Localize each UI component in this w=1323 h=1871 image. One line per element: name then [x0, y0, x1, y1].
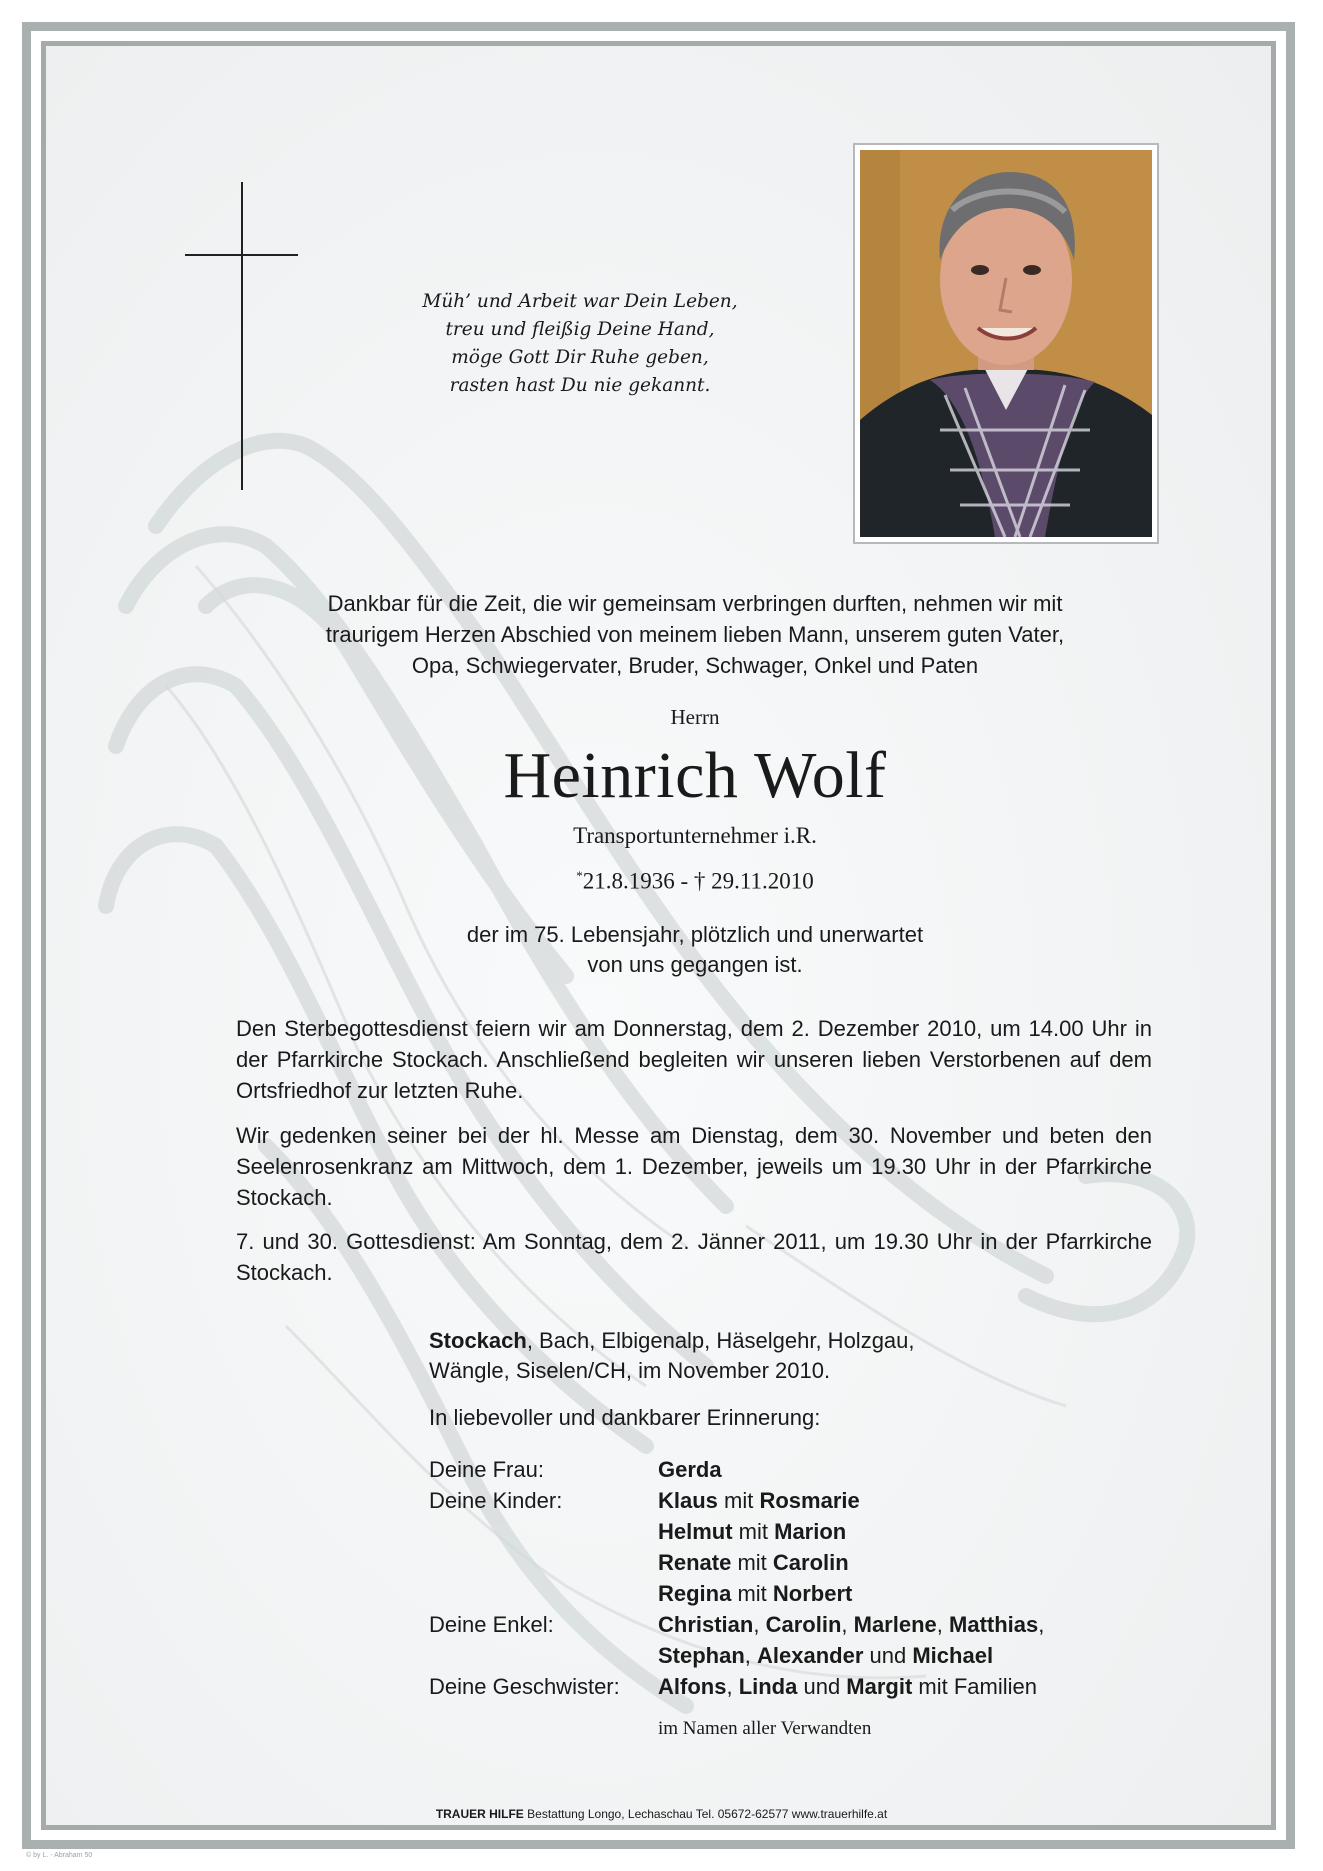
conj: und	[863, 1643, 913, 1668]
comma: ,	[841, 1612, 854, 1637]
grandchild-name: Christian	[658, 1612, 754, 1637]
grandchild-name: Stephan	[658, 1643, 745, 1668]
poem-line: rasten hast Du nie gekannt.	[449, 375, 711, 396]
partner-name: Carolin	[772, 1550, 849, 1575]
siblings-row	[658, 1674, 1037, 1700]
portrait-illustration	[860, 150, 1152, 537]
intro-line: Dankbar für die Zeit, die wir gemeinsam verbringen durften, nehmen wir mit	[327, 591, 1063, 616]
comma: ,	[936, 1612, 950, 1637]
conj: mit	[731, 1581, 773, 1606]
date-separator: -	[674, 868, 694, 894]
portrait-photo	[860, 150, 1152, 537]
place-bold: Stockach	[429, 1328, 527, 1353]
place-line2: Wängle, Siselen/CH, im November 2010.	[429, 1358, 831, 1383]
wife-name	[658, 1457, 722, 1483]
grandchild-name: Carolin	[765, 1612, 842, 1637]
age-line: der im 75. Lebensjahr, plötzlich und unerwartet	[466, 922, 924, 947]
copyright: © by L. - Abraham 50	[26, 1852, 93, 1859]
child-name: Klaus	[658, 1488, 718, 1513]
child-row	[658, 1519, 846, 1545]
partner-name: Marion	[774, 1519, 847, 1544]
salutation: Herrn	[670, 705, 720, 729]
siblings-label: Deine Geschwister:	[429, 1674, 620, 1699]
grandchildren-row2	[658, 1643, 993, 1669]
cross-vertical	[241, 182, 243, 490]
child-row	[658, 1581, 852, 1607]
deceased-name: Heinrich Wolf	[503, 739, 887, 812]
poem	[380, 288, 780, 400]
poem-line: Müh’ und Arbeit war Dein Leben,	[422, 291, 738, 312]
comma: ,	[753, 1612, 766, 1637]
birth-symbol: *	[576, 868, 583, 883]
siblings-tail: mit Familien	[912, 1674, 1037, 1699]
age-line: von uns gegangen ist.	[587, 952, 803, 977]
death-date: † 29.11.2010	[693, 868, 814, 894]
life-dates	[400, 868, 990, 895]
grandchild-name: Michael	[912, 1643, 994, 1668]
conj: und	[797, 1674, 847, 1699]
memorial-service-paragraph: 7. und 30. Gottesdienst: Am Sonntag, dem 2. Jänner 2011, um 19.30 Uhr in der Pfarrkirche Stockach.	[236, 1229, 1152, 1285]
sibling-name: Margit	[846, 1674, 913, 1699]
sibling-name: Alfons	[658, 1674, 727, 1699]
sibling-name: Linda	[738, 1674, 798, 1699]
comma: ,	[744, 1643, 758, 1668]
behalf-line: im Namen aller Verwandten	[658, 1718, 872, 1739]
place-rest: , Bach, Elbigenalp, Häselgehr, Holzgau,	[526, 1328, 915, 1353]
poem-line: möge Gott Dir Ruhe geben,	[451, 347, 709, 368]
children-label: Deine Kinder:	[429, 1488, 563, 1513]
grandchildren-row1	[658, 1612, 1044, 1638]
grandchild-name: Alexander	[757, 1643, 864, 1668]
funeral-service-paragraph: Den Sterbegottesdienst feiern wir am Donnerstag, dem 2. Dezember 2010, um 14.00 Uhr in der Pfarrkirche Stockach. Anschließend begleiten wir unseren lieben Verstorbenen auf dem Ortsfriedhof zur letzten Ruhe.	[236, 1016, 1152, 1103]
portrait-frame	[853, 143, 1159, 544]
child-name: Regina	[658, 1581, 732, 1606]
age-text	[350, 920, 1040, 980]
conj: mit	[717, 1488, 760, 1513]
cross-horizontal	[185, 254, 298, 256]
footer-brand: TRAUER HILFE	[435, 1807, 524, 1821]
intro-line: traurigem Herzen Abschied von meinem lieben Mann, unserem guten Vater,	[325, 622, 1065, 647]
mass-paragraph: Wir gedenken seiner bei der hl. Messe am Dienstag, dem 30. November und beten den Seelenrosenkranz am Mittwoch, dem 1. Dezember, jeweils um 19.30 Uhr in der Pfarrkirche Stockach.	[236, 1123, 1152, 1210]
partner-name: Norbert	[772, 1581, 853, 1606]
conj: mit	[732, 1519, 775, 1544]
intro-text	[250, 588, 1140, 681]
footer	[0, 1807, 1323, 1821]
wife-label: Deine Frau:	[429, 1457, 544, 1482]
child-name: Renate	[658, 1550, 732, 1575]
child-row	[658, 1488, 860, 1514]
grandchild-name: Marlene	[853, 1612, 937, 1637]
poem-line: treu und fleißig Deine Hand,	[445, 319, 715, 340]
intro-line: Opa, Schwiegervater, Bruder, Schwager, Onkel und Paten	[411, 653, 979, 678]
place-and-date	[429, 1326, 1029, 1386]
memory-line: In liebevoller und dankbarer Erinnerung:	[429, 1405, 821, 1430]
wife-name-text: Gerda	[658, 1457, 722, 1482]
comma: ,	[1038, 1612, 1045, 1637]
grandchild-name: Matthias	[949, 1612, 1039, 1637]
comma: ,	[726, 1674, 739, 1699]
birth-date: 21.8.1936	[582, 868, 675, 894]
grandchildren-label: Deine Enkel:	[429, 1612, 554, 1637]
conj: mit	[731, 1550, 773, 1575]
occupation: Transportunternehmer i.R.	[573, 823, 817, 848]
child-row	[658, 1550, 849, 1576]
child-name: Helmut	[658, 1519, 733, 1544]
footer-text: Bestattung Longo, Lechaschau Tel. 05672-62577 www.trauerhilfe.at	[523, 1807, 888, 1821]
partner-name: Rosmarie	[759, 1488, 860, 1513]
